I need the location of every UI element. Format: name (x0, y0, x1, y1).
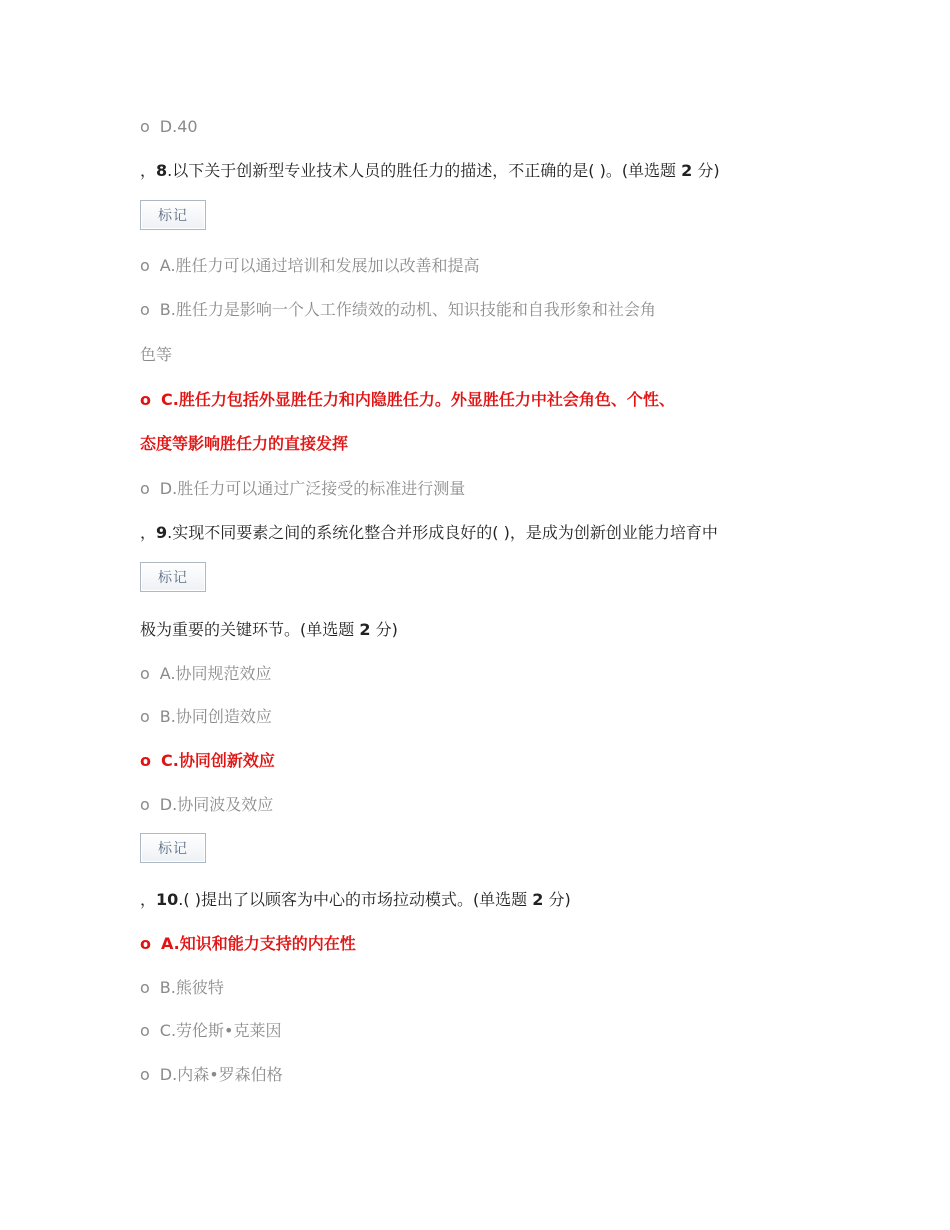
question-text: 极为重要的关键环节。(单选题 (140, 620, 360, 639)
option-text: A.知识和能力支持的内在性 (161, 934, 356, 953)
question-9-continued: 极为重要的关键环节。(单选题 2 分) (140, 620, 398, 639)
radio-bullet: o (140, 390, 151, 409)
radio-bullet: o (140, 117, 150, 136)
radio-bullet: o (140, 479, 150, 498)
option-q8-b[interactable] (140, 299, 656, 321)
radio-bullet: o (140, 707, 150, 726)
option-text: B.胜任力是影响一个人工作绩效的动机、知识技能和自我形象和社会角 (159, 300, 656, 319)
option-q8-b-continued (140, 344, 172, 366)
mark-button-q8[interactable]: 标记 (140, 200, 206, 230)
option-q9-c-correct[interactable] (140, 750, 275, 772)
option-text: B.协同创造效应 (159, 707, 272, 726)
radio-bullet: o (140, 300, 150, 319)
option-text: D.协同波及效应 (159, 795, 274, 814)
option-q10-d[interactable] (140, 1064, 283, 1086)
option-q9-b[interactable] (140, 706, 272, 728)
question-points: 2 (359, 620, 371, 639)
option-q10-a-correct[interactable] (140, 933, 356, 955)
question-text: .以下关于创新型专业技术人员的胜任力的描述，不正确的是( )。(单选题 (167, 161, 682, 180)
option-text: D.40 (159, 117, 198, 136)
radio-bullet: o (140, 795, 150, 814)
question-number: 8 (156, 161, 168, 180)
radio-bullet: o (140, 751, 151, 770)
radio-bullet: o (140, 934, 151, 953)
option-text: 态度等影响胜任力的直接发挥 (140, 434, 349, 453)
option-text: B.熊彼特 (159, 978, 224, 997)
option-q8-d[interactable] (140, 478, 465, 500)
question-9: ，9.实现不同要素之间的系统化整合并形成良好的( )，是成为创新创业能力培育中 (140, 523, 718, 542)
option-text: C.劳伦斯•克莱因 (159, 1021, 282, 1040)
radio-bullet: o (140, 1065, 150, 1084)
question-points: 2 (681, 161, 693, 180)
option-text: C.协同创新效应 (161, 751, 275, 770)
radio-bullet: o (140, 256, 150, 275)
radio-bullet: o (140, 1021, 150, 1040)
mark-button-q9-bottom[interactable]: 标记 (140, 833, 206, 863)
option-text: D.胜任力可以通过广泛接受的标准进行测量 (159, 479, 466, 498)
radio-bullet: o (140, 664, 150, 683)
option-q8-c-continued (140, 433, 348, 455)
question-number: 9 (156, 523, 168, 542)
option-text: 色等 (140, 345, 173, 364)
question-points: 2 (532, 890, 544, 909)
question-8: ，8.以下关于创新型专业技术人员的胜任力的描述，不正确的是( )。(单选题 2 分) (140, 161, 720, 180)
option-text: A.胜任力可以通过培训和发展加以改善和提高 (159, 256, 480, 275)
option-text: A.协同规范效应 (159, 664, 272, 683)
option-q8-c-correct[interactable] (140, 389, 675, 411)
radio-bullet: o (140, 978, 150, 997)
question-text: .( )提出了以顾客为中心的市场拉动模式。(单选题 (178, 890, 533, 909)
option-q8-a[interactable] (140, 255, 480, 277)
option-text: D.内森•罗森伯格 (159, 1065, 283, 1084)
question-text: .实现不同要素之间的系统化整合并形成良好的( )，是成为创新创业能力培育中 (167, 523, 718, 542)
option-q10-b[interactable] (140, 977, 224, 999)
question-number: 10 (156, 890, 179, 909)
option-q9-d[interactable] (140, 794, 273, 816)
option-q7-d[interactable] (140, 116, 198, 138)
option-q10-c[interactable] (140, 1020, 282, 1042)
question-10: ，10.( )提出了以顾客为中心的市场拉动模式。(单选题 2 分) (140, 890, 571, 909)
option-q9-a[interactable] (140, 663, 272, 685)
option-text: C.胜任力包括外显胜任力和内隐胜任力。外显胜任力中社会角色、个性、 (161, 390, 675, 409)
mark-button-q9[interactable]: 标记 (140, 562, 206, 592)
